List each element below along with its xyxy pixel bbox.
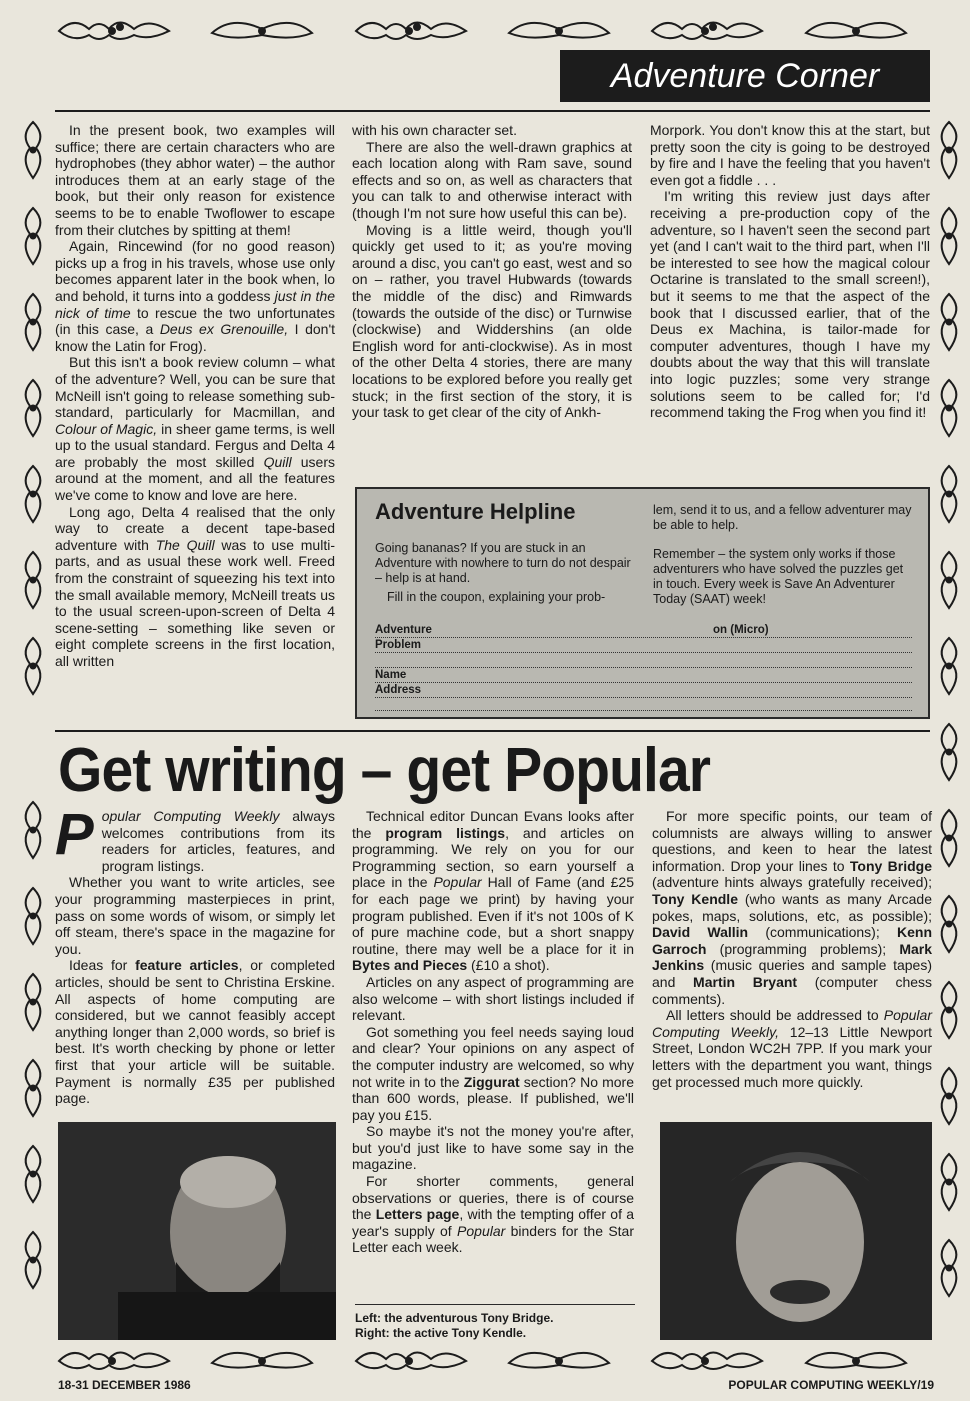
holly-icon (934, 1152, 964, 1212)
paragraph: with his own character set. (352, 122, 517, 138)
holly-icon (18, 464, 48, 524)
text-run: (adventure hints always gratefully received); (652, 874, 932, 891)
holly-icon (934, 808, 964, 868)
coupon-name-field[interactable] (375, 668, 912, 683)
photo-tony-bridge (58, 1122, 336, 1340)
coupon-problem-line-2[interactable] (375, 653, 912, 668)
holly-icon (934, 894, 964, 954)
paragraph: Whether you want to write articles, see your programming masterpieces in print, pass on some words of wisom, or simply let off steam, there's space in the magazine for you. (55, 874, 335, 957)
holly-icon (934, 636, 964, 696)
mid-rule (55, 730, 930, 732)
holly-icon (934, 464, 964, 524)
text-run: Got something you feel needs saying loud and clear? Your opinions on any aspect of the computer industry are welcomed, so why not write in to the (352, 1023, 634, 1090)
holly-icon (18, 550, 48, 610)
holly-icon (796, 1341, 916, 1375)
text-run: The Quill (155, 536, 215, 553)
paragraph: Articles on any aspect of programming are also welcome – with short listings included if relevant. (352, 973, 634, 1024)
left-holly-vine-lower (18, 800, 48, 1316)
photo-tony-kendle (660, 1122, 932, 1340)
text-run: opular Computing Weekly (101, 808, 280, 824)
text-run: Technical editor Duncan Evans looks after the (352, 808, 634, 841)
holly-icon (934, 120, 964, 180)
holly-icon (499, 1341, 619, 1375)
holly-icon (647, 11, 767, 45)
text-run: users around at the moment, and all the features we've come to know and love are here. (55, 453, 335, 504)
holly-icon (934, 980, 964, 1040)
photo-caption (355, 1304, 635, 1341)
coupon-adventure-field[interactable] (375, 623, 912, 638)
field-label: on (Micro) (713, 624, 769, 636)
paragraph: Fill in the coupon, explaining your prob- (387, 590, 606, 604)
top-holly-border (40, 8, 930, 48)
text-run: in sheer game terms, is well up to the usual standard. Fergus and Delta 4 are probably the most skilled (55, 420, 335, 470)
text-run: But this isn't a book review column – what of the adventure? Well, you can be sure that McNeill isn't going to release something sub-standard, particularly for Macmillan, and (55, 354, 335, 421)
holly-icon (18, 206, 48, 266)
text-run: , or completed articles, should be sent to Christina Erskine. All aspects of home computing are considered, but we cannot feasibly accept anything longer than 2,000 words, so brief is best. It's worth checking by phone or letter first that your article will be suitable. Payment is normally £35 per published page. (55, 957, 335, 1107)
text-run: section? No more than 600 words, please. If published, we'll pay you £15. (352, 1073, 634, 1123)
field-label: Name (375, 669, 407, 681)
article-column-1 (55, 802, 335, 1107)
paragraph (55, 957, 335, 1106)
top-rule (55, 110, 930, 112)
text-run: Deus ex Grenouille, (159, 321, 289, 338)
portrait-image (58, 1122, 336, 1340)
paragraph: Moving is a little weird, though you'll quickly get used to it; as you're moving around a disc, you can't go east, west and so on – rather, you travel Hubwards (towards the middle of the disc) and Rimwards (towards the outside of the disc) or Turnwise (clockwise) and Widdershins (an olde English word for anti-clockwise). As in most of the other Delta 4 stories, there are many locations to be explored before you really get stuck; in the first section of the story, it is your task to get clear of the city of Ankh- (352, 221, 632, 421)
holly-icon (18, 292, 48, 352)
adventure-helpline-box (355, 487, 930, 719)
text-run: program listings (385, 824, 506, 841)
paragraph (352, 1173, 634, 1256)
holly-icon (18, 636, 48, 696)
holly-icon (202, 1341, 322, 1375)
holly-icon (18, 378, 48, 438)
paragraph (652, 1007, 932, 1090)
holly-icon (934, 206, 964, 266)
review-column-3 (650, 122, 930, 421)
holly-icon (18, 800, 48, 860)
text-run: (music queries and sample tapes) and (652, 957, 932, 990)
holly-icon (351, 11, 471, 45)
text-run: Mark Jenkins (652, 940, 932, 974)
holly-icon (54, 11, 174, 45)
paragraph: Remember – the system only works if those adventurers who have solved the puzzles get in touch. Every week is Save An Adventurer Today (SAAT) week! (653, 547, 904, 606)
text-run: Popular (457, 1222, 506, 1239)
article-column-2 (352, 808, 634, 1256)
paragraph: Going bananas? If you are stuck in an Adventure with nowhere to turn do not despair – help is at hand. (375, 541, 631, 585)
text-run: Martin Bryant (693, 973, 798, 990)
text-run: Hall of Fame (and £25 for each page we print) by having your program published. Even if it's not 100s of K of pure machine code, but a short snappy routine, there may well be a place for it in (352, 874, 635, 957)
paragraph (55, 238, 335, 354)
field-label: Adventure (375, 624, 432, 636)
text-run: always welcomes contributions from its readers for articles, features, and program listings. (101, 808, 335, 874)
coupon-problem-field[interactable] (375, 638, 912, 653)
holly-icon (18, 1058, 48, 1118)
caption-line: Left: the adventurous Tony Bridge. (355, 1311, 554, 1325)
text-run: , with the tempting offer of a year's supply of (352, 1206, 634, 1239)
text-run: Colour of Magic, (55, 420, 158, 437)
caption-line: Right: the active Tony Kendle. (355, 1326, 527, 1340)
text-run: For more specific points, our team of columnists are always willing to answer questions, and keen to hear the latest information. Drop your lines to (652, 808, 932, 874)
article-column-3 (652, 808, 932, 1090)
paragraph (352, 808, 634, 974)
paragraph: So maybe it's not the money you're after, but you'd just like to have some say in the magazine. (352, 1123, 634, 1173)
text-run: , and articles on programming. We rely on you for our Programming section, so earn yourself a place in the (352, 824, 634, 891)
text-run: Popular (433, 874, 482, 891)
coupon-address-line-2[interactable] (375, 696, 912, 711)
text-run: was to use multi-parts, and as usual these work well. Freed from the constraint of squeezing his text into the small available memory, McNeill treats us to the usual screen-upon-screen of Delta 4 scene-setting – something like seven or eight complete screens in the first location, all written (55, 536, 335, 669)
field-label: Address (375, 684, 422, 696)
text-run: (computer chess comments). (652, 973, 933, 1007)
text-run: (£10 a shot). (467, 957, 550, 974)
holly-icon (647, 1341, 767, 1375)
field-label: Problem (375, 639, 422, 651)
paragraph: lem, send it to us, and a fellow adventurer may be able to help. (653, 503, 912, 532)
text-run: All letters should be addressed to (666, 1007, 884, 1024)
text-run: For shorter comments, general observations or queries, there is of course the (352, 1173, 634, 1223)
paragraph (652, 808, 932, 1007)
text-run: Letters page (375, 1206, 460, 1223)
text-run: David Wallin (652, 924, 749, 941)
paragraph: Morpork. You don't know this at the start, but pretty soon the city is going to be destroyed by fire and I have the feeling that you haven't even got a fiddle . . . (650, 122, 930, 188)
paragraph (352, 1024, 634, 1124)
holly-icon (18, 1144, 48, 1204)
article-headline: Get writing – get Popular (58, 736, 711, 805)
text-run: Quill (263, 453, 292, 470)
paragraph (55, 354, 335, 503)
holly-icon (54, 1341, 174, 1375)
holly-icon (934, 722, 964, 782)
text-run: Again, Rincewind (for no good reason) picks up a frog in his travels, whose use only becomes apparent later in the book when, lo and behold, it turns into a goddess (55, 238, 335, 304)
paragraph: In the present book, two examples will suffice; there are certain characters who are hydrophobes (they abhor water) – the author introduces them at an early stage of the book, but their only reason for existence seems to be to enable Twoflower to escape from their clutches by spitting at them! (55, 122, 335, 238)
text-run: Tony Bridge (849, 857, 932, 874)
paragraph: I'm writing this review just days after receiving a pre-production copy of the adventure, so I haven't seen the second part yet (and I can't wait to the third part, when I'll be interested to see how the magical colour Octarine is translated to the small screen!), but it seems to me that the aspect of the book that I discussed earlier, that of the Deus ex Machina, is tailor-made for computer adventures, though I have my doubts about the way that this will translate into logic puzzles; some very strange solutions seem to be called for; I'd recommend taking the Frog when you find it! (650, 188, 930, 421)
text-run: (programming problems); (706, 940, 900, 957)
text-run: I don't know the Latin for Frog). (55, 321, 336, 354)
holly-icon (18, 886, 48, 946)
text-run: to rescue the two unfortunates (in this case, a (55, 304, 335, 338)
paragraph: There are also the well-drawn graphics at each location along with Ram save, sound effects and so on, as well as characters that you can talk to and otherwise interact with (though I'm not sure how useful this can be). (352, 138, 632, 221)
paragraph (55, 802, 335, 874)
helpline-title: Adventure Helpline (375, 499, 576, 524)
drop-cap: P (55, 802, 94, 867)
left-holly-vine (18, 120, 48, 722)
holly-icon (202, 11, 322, 45)
section-banner: Adventure Corner (560, 50, 930, 102)
review-column-2 (352, 122, 632, 421)
review-column-1 (55, 122, 335, 670)
holly-icon (351, 1341, 471, 1375)
holly-icon (934, 1238, 964, 1298)
text-run: Kenn Garroch (652, 924, 932, 957)
holly-icon (934, 292, 964, 352)
holly-icon (18, 1230, 48, 1290)
holly-icon (934, 378, 964, 438)
text-run: (who wants as many Arcade pokes, maps, solutions, etc, as possible); (652, 890, 932, 924)
text-run: Ideas for (69, 957, 136, 974)
text-run: feature articles (135, 957, 239, 974)
holly-icon (934, 550, 964, 610)
text-run: (communications); (748, 924, 897, 941)
holly-icon (18, 120, 48, 180)
text-run: just in the nick of time (55, 287, 335, 321)
footer-page-number: POPULAR COMPUTING WEEKLY/19 (728, 1378, 934, 1392)
right-holly-vine (934, 120, 964, 1324)
holly-icon (796, 11, 916, 45)
bottom-holly-border (40, 1338, 930, 1378)
text-run: Ziggurat (463, 1073, 520, 1090)
portrait-image (660, 1122, 932, 1340)
helpline-left-text (375, 541, 637, 609)
text-run: Tony Kendle (652, 890, 738, 907)
text-run: Popular Computing Weekly, (652, 1007, 932, 1040)
holly-icon (934, 1066, 964, 1126)
text-run: 12–13 Little Newport Street, London WC2H 7PP. If you mark your letters with the department you want, things get processed much more quickly. (652, 1023, 932, 1090)
text-run: Bytes and Pieces (352, 957, 468, 974)
holly-icon (499, 11, 619, 45)
text-run: binders for the Star Letter each week. (352, 1222, 634, 1256)
helpline-right-text (653, 503, 913, 611)
paragraph (55, 504, 335, 670)
footer-date: 18-31 DECEMBER 1986 (58, 1378, 191, 1392)
text-run: Long ago, Delta 4 realised that the only way to create a decent tape-based adventure with (55, 503, 335, 553)
holly-icon (18, 972, 48, 1032)
